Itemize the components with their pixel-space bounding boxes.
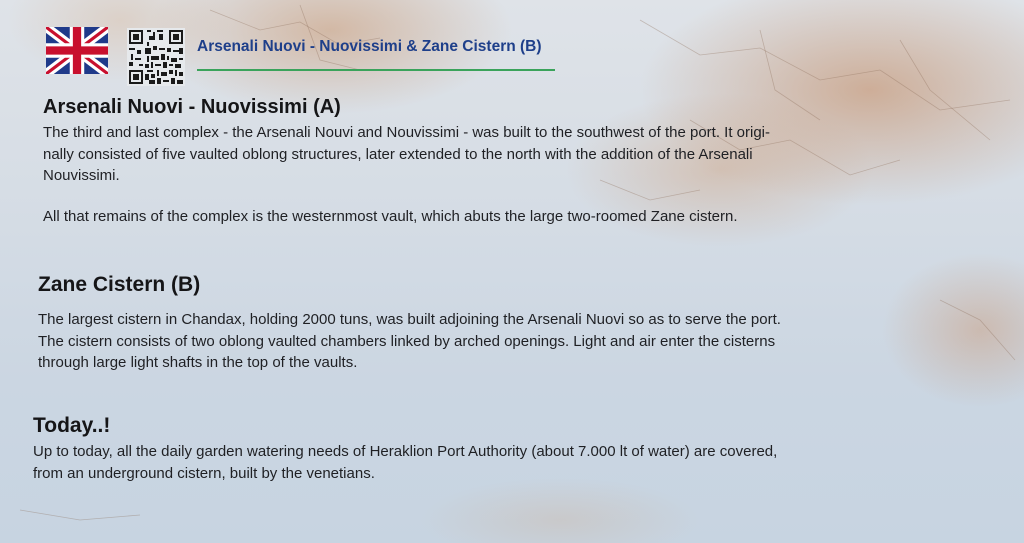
text-line: The largest cistern in Chandax, holding 2000 tuns, was built adjoining the Arsenali Nuovi so as to serve the port. bbox=[38, 311, 781, 328]
text-line: through large light shafts in the top of the vaults. bbox=[38, 354, 358, 371]
section-b-heading: Zane Cistern (B) bbox=[38, 273, 201, 296]
text-line: nally consisted of five vaulted oblong structures, later extended to the north with the addition of the Arsenali bbox=[43, 145, 753, 163]
header-underline bbox=[197, 69, 555, 71]
section-a-paragraph-2: All that remains of the complex is the westernmost vault, which abuts the large two-roomed Zane cistern. bbox=[43, 207, 738, 225]
section-a-paragraph-1 bbox=[43, 122, 983, 187]
text-line: The third and last complex - the Arsenali Nouvi and Nouvissimi - was built to the southwest of the port. It origi- bbox=[43, 124, 771, 141]
section-c-paragraph bbox=[33, 441, 993, 484]
section-c-heading: Today..! bbox=[33, 414, 111, 437]
text-line: from an underground cistern, built by the venetians. bbox=[33, 464, 375, 482]
uk-flag-icon bbox=[46, 27, 108, 74]
text-line: The cistern consists of two oblong vaulted chambers linked by arched openings. Light and air enter the cisterns bbox=[38, 332, 776, 350]
qr-code-icon bbox=[126, 28, 186, 86]
section-b-paragraph bbox=[38, 309, 988, 374]
section-arsenali bbox=[43, 96, 983, 227]
section-zane-cistern bbox=[38, 273, 988, 374]
text-line: Up to today, all the daily garden watering needs of Heraklion Port Authority (about 7.000 lt of water) are covered, bbox=[33, 443, 778, 460]
section-today bbox=[33, 414, 993, 484]
section-a-heading: Arsenali Nuovi - Nuovissimi (A) bbox=[43, 96, 341, 118]
text-line: Nouvissimi. bbox=[43, 167, 120, 184]
header-title: Arsenali Nuovi - Nuovissimi & Zane Cistern (B) bbox=[197, 38, 542, 55]
